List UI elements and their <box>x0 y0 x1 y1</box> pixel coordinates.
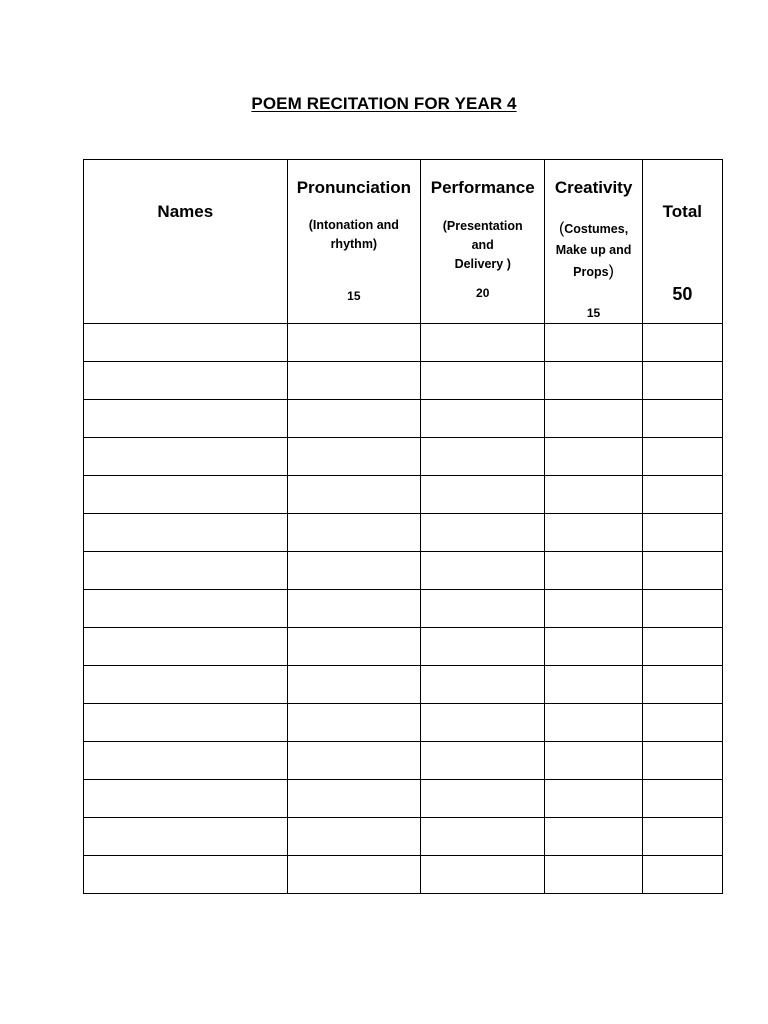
table-row <box>84 628 723 666</box>
cell-creativity[interactable] <box>545 628 642 666</box>
table-row <box>84 324 723 362</box>
creativity-desc-line2: Make up and <box>555 243 632 257</box>
cell-pronunciation[interactable] <box>287 438 420 476</box>
performance-desc-line3: Delivery ) <box>454 257 511 271</box>
cell-total[interactable] <box>642 324 722 362</box>
cell-total[interactable] <box>642 514 722 552</box>
cell-creativity[interactable] <box>545 742 642 780</box>
table-row <box>84 552 723 590</box>
table-row <box>84 590 723 628</box>
header-names <box>84 160 288 324</box>
header-pronunciation <box>287 160 420 324</box>
score-body <box>84 324 723 894</box>
cell-pronunciation[interactable] <box>287 552 420 590</box>
cell-performance[interactable] <box>421 552 545 590</box>
cell-names[interactable] <box>84 438 288 476</box>
cell-names[interactable] <box>84 742 288 780</box>
cell-names[interactable] <box>84 856 288 894</box>
performance-desc <box>421 217 544 274</box>
pronunciation-desc <box>288 216 420 254</box>
total-max-score: 50 <box>672 284 693 304</box>
table-row <box>84 856 723 894</box>
cell-pronunciation[interactable] <box>287 780 420 818</box>
cell-total[interactable] <box>642 628 722 666</box>
cell-total[interactable] <box>642 856 722 894</box>
cell-creativity[interactable] <box>545 780 642 818</box>
table-row <box>84 742 723 780</box>
cell-creativity[interactable] <box>545 818 642 856</box>
cell-names[interactable] <box>84 362 288 400</box>
names-label: Names <box>157 202 214 221</box>
cell-performance[interactable] <box>421 362 545 400</box>
table-row <box>84 476 723 514</box>
table-row <box>84 438 723 476</box>
header-creativity <box>545 160 642 324</box>
creativity-max-score: 15 <box>586 306 601 320</box>
table-row <box>84 666 723 704</box>
cell-names[interactable] <box>84 818 288 856</box>
performance-label: Performance <box>430 178 535 197</box>
performance-desc-line1: (Presentation <box>442 219 523 233</box>
cell-performance[interactable] <box>421 628 545 666</box>
cell-creativity[interactable] <box>545 400 642 438</box>
cell-pronunciation[interactable] <box>287 742 420 780</box>
table-row <box>84 362 723 400</box>
cell-total[interactable] <box>642 438 722 476</box>
cell-performance[interactable] <box>421 400 545 438</box>
cell-pronunciation[interactable] <box>287 400 420 438</box>
pronunciation-desc-line2: rhythm) <box>330 237 378 251</box>
cell-total[interactable] <box>642 666 722 704</box>
cell-total[interactable] <box>642 742 722 780</box>
cell-pronunciation[interactable] <box>287 666 420 704</box>
cell-creativity[interactable] <box>545 514 642 552</box>
score-table <box>83 159 723 894</box>
cell-creativity[interactable] <box>545 590 642 628</box>
cell-performance[interactable] <box>421 590 545 628</box>
pronunciation-desc-line1: (Intonation and <box>308 218 399 232</box>
cell-total[interactable] <box>642 400 722 438</box>
cell-performance[interactable] <box>421 476 545 514</box>
cell-creativity[interactable] <box>545 856 642 894</box>
cell-performance[interactable] <box>421 514 545 552</box>
cell-performance[interactable] <box>421 666 545 704</box>
table-row <box>84 780 723 818</box>
page-title: POEM RECITATION FOR YEAR 4 <box>251 94 517 113</box>
cell-creativity[interactable] <box>545 324 642 362</box>
cell-creativity[interactable] <box>545 362 642 400</box>
header-performance <box>421 160 545 324</box>
performance-max-score: 20 <box>476 286 490 300</box>
cell-pronunciation[interactable] <box>287 476 420 514</box>
creativity-desc-line1: (Costumes, <box>558 220 629 237</box>
pronunciation-max-score: 15 <box>347 289 361 303</box>
cell-names[interactable] <box>84 628 288 666</box>
cell-creativity[interactable] <box>545 552 642 590</box>
cell-names[interactable] <box>84 666 288 704</box>
cell-performance[interactable] <box>421 818 545 856</box>
cell-pronunciation[interactable] <box>287 362 420 400</box>
cell-performance[interactable] <box>421 438 545 476</box>
cell-total[interactable] <box>642 704 722 742</box>
cell-pronunciation[interactable] <box>287 818 420 856</box>
cell-performance[interactable] <box>421 742 545 780</box>
cell-names[interactable] <box>84 324 288 362</box>
cell-names[interactable] <box>84 476 288 514</box>
cell-pronunciation[interactable] <box>287 628 420 666</box>
cell-total[interactable] <box>642 780 722 818</box>
header-row <box>84 160 723 324</box>
cell-creativity[interactable] <box>545 666 642 704</box>
cell-names[interactable] <box>84 514 288 552</box>
cell-names[interactable] <box>84 704 288 742</box>
cell-creativity[interactable] <box>545 438 642 476</box>
creativity-paren-close: ) <box>608 263 614 280</box>
cell-names[interactable] <box>84 780 288 818</box>
cell-total[interactable] <box>642 818 722 856</box>
cell-performance[interactable] <box>421 856 545 894</box>
cell-pronunciation[interactable] <box>287 514 420 552</box>
cell-names[interactable] <box>84 400 288 438</box>
cell-names[interactable] <box>84 552 288 590</box>
cell-performance[interactable] <box>421 780 545 818</box>
cell-total[interactable] <box>642 552 722 590</box>
performance-desc-line2: and <box>471 238 494 252</box>
table-row <box>84 704 723 742</box>
cell-creativity[interactable] <box>545 476 642 514</box>
table-row <box>84 818 723 856</box>
cell-total[interactable] <box>642 476 722 514</box>
cell-total[interactable] <box>642 590 722 628</box>
cell-performance[interactable] <box>421 704 545 742</box>
cell-pronunciation[interactable] <box>287 324 420 362</box>
table-row <box>84 514 723 552</box>
cell-pronunciation[interactable] <box>287 704 420 742</box>
table-row <box>84 400 723 438</box>
cell-total[interactable] <box>642 362 722 400</box>
creativity-desc-line3: Props) <box>573 263 614 280</box>
cell-creativity[interactable] <box>545 704 642 742</box>
cell-pronunciation[interactable] <box>287 856 420 894</box>
cell-performance[interactable] <box>421 324 545 362</box>
creativity-desc <box>545 218 641 283</box>
cell-names[interactable] <box>84 590 288 628</box>
total-label: Total <box>662 202 703 221</box>
creativity-paren-open: ( <box>558 220 565 237</box>
cell-pronunciation[interactable] <box>287 590 420 628</box>
pronunciation-label: Pronunciation <box>296 178 411 197</box>
header-total <box>642 160 722 324</box>
creativity-label: Creativity <box>554 178 633 197</box>
